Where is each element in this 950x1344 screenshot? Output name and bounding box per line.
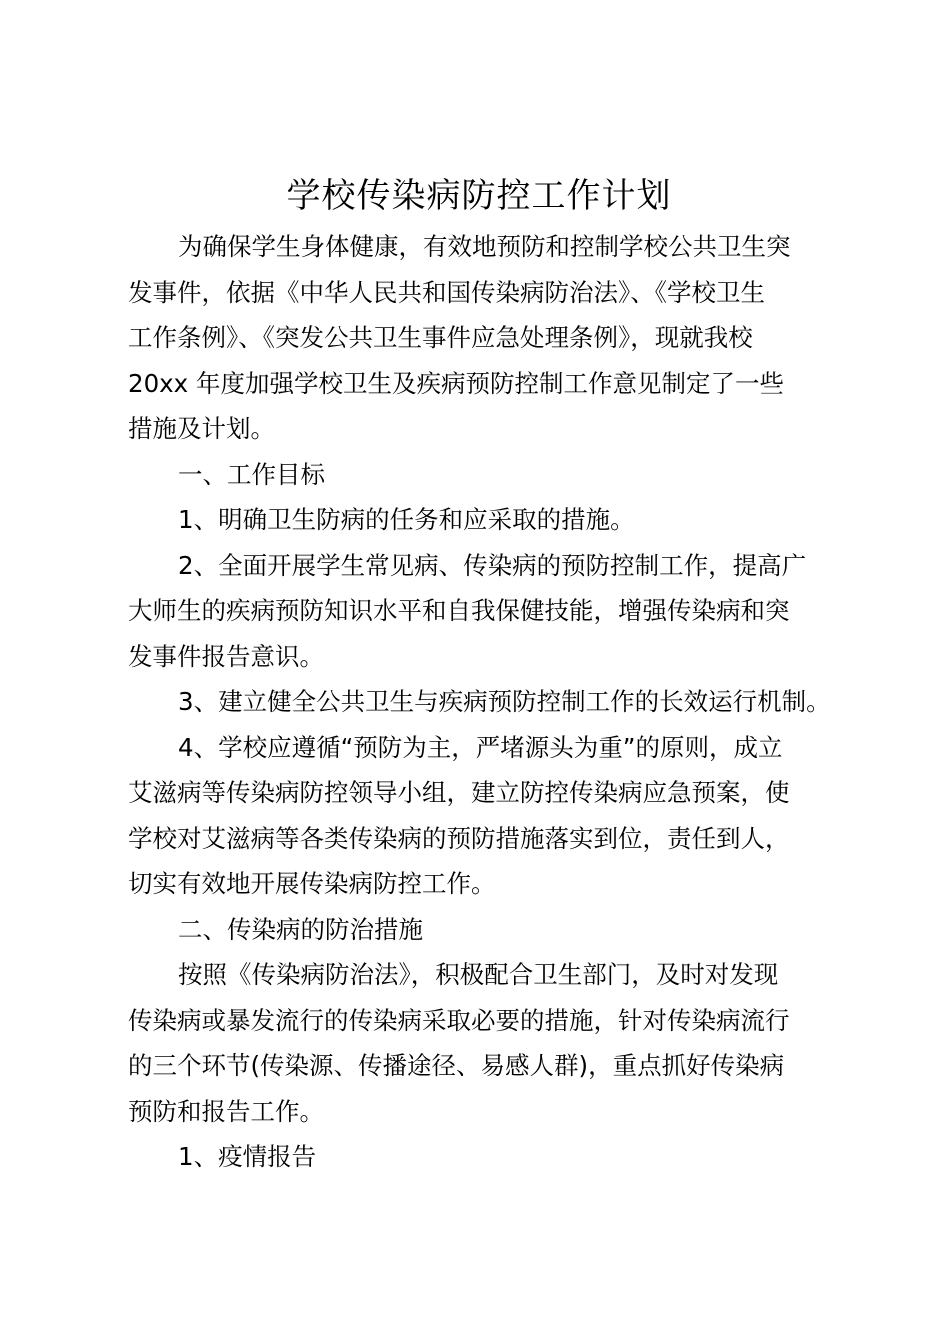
paragraph-line: 学校对艾滋病等各类传染病的预防措施落实到位，责任到人， xyxy=(128,823,790,853)
paragraph-line: 为确保学生身体健康，有效地预防和控制学校公共卫生突 xyxy=(178,232,791,261)
list-item: 2、全面开展学生常见病、传染病的预防控制工作，提高广 xyxy=(178,550,807,580)
document-title: 学校传染病防控工作计划 xyxy=(286,176,672,216)
section-heading: 一、工作目标 xyxy=(178,459,325,489)
paragraph-line: 艾滋病等传染病防控领导小组，建立防控传染病应急预案，使 xyxy=(128,778,790,807)
list-item: 3、建立健全公共卫生与疾病预防控制工作的长效运行机制。 xyxy=(178,687,831,716)
document-body xyxy=(128,224,843,1180)
paragraph-line: 工作条例》、《突发公共卫生事件应急处理条例》，现就我校 xyxy=(128,323,753,352)
paragraph-line: 措施及计划。 xyxy=(128,414,275,443)
section-heading: 二、传染病的防治措施 xyxy=(178,914,423,944)
paragraph-line: 切实有效地开展传染病防控工作。 xyxy=(128,869,496,898)
paragraph-line: 预防和报告工作。 xyxy=(128,1096,324,1126)
paragraph-line: 传染病或暴发流行的传染病采取必要的措施，针对传染病流行 xyxy=(128,1005,790,1035)
paragraph-line: 的三个环节(传染源、传播途径、易感人群)，重点抓好传染病 xyxy=(128,1051,785,1080)
list-item: 1、疫情报告 xyxy=(178,1142,317,1171)
paragraph-line: 发事件，依据《中华人民共和国传染病防治法》、《学校卫生 xyxy=(128,277,765,307)
list-item: 1、明确卫生防病的任务和应采取的措施。 xyxy=(178,505,635,534)
paragraph-line: 发事件报告意识。 xyxy=(128,641,324,671)
paragraph-line: 按照《传染病防治法》，积极配合卫生部门，及时对发现 xyxy=(178,960,779,989)
paragraph-line: 20xx 年度加强学校卫生及疾病预防控制工作意见制定了一些 xyxy=(128,368,784,398)
paragraph-line: 大师生的疾病预防知识水平和自我保健技能，增强传染病和突 xyxy=(128,596,790,625)
list-item: 4、学校应遵循“预防为主，严堵源头为重”的原则，成立 xyxy=(178,732,783,762)
